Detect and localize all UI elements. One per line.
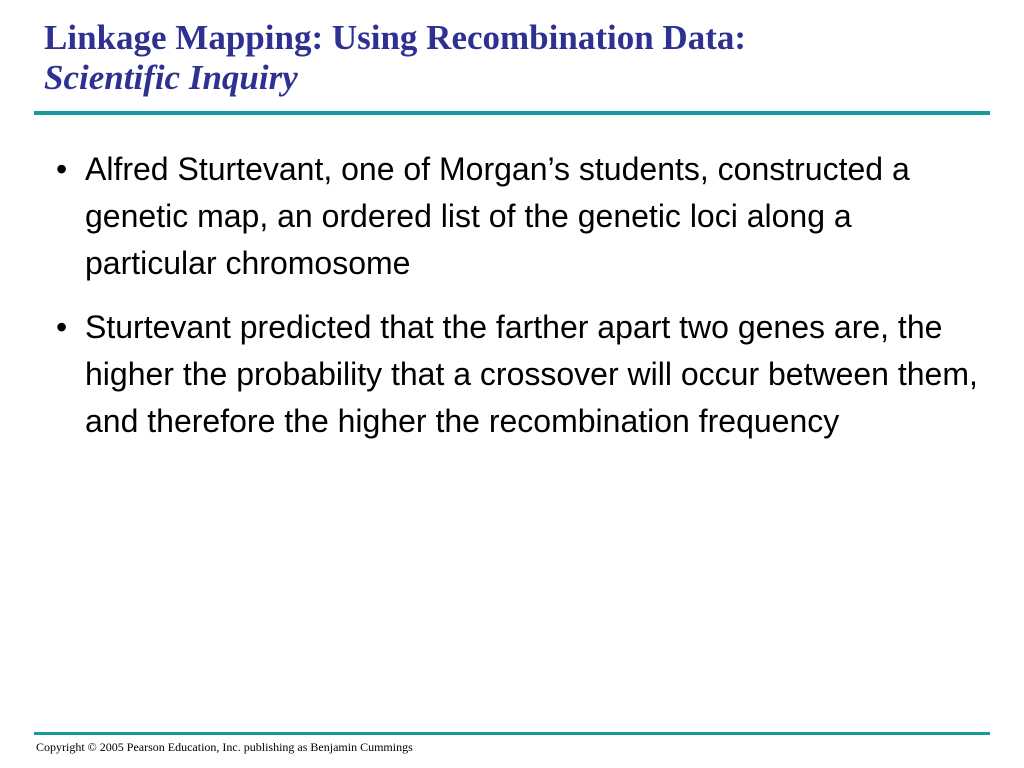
- footer-divider: [34, 732, 990, 735]
- slide-subtitle: Scientific Inquiry: [44, 58, 298, 97]
- bullet-list: [50, 146, 980, 462]
- title-divider: [34, 111, 990, 115]
- bullet-text: Sturtevant predicted that the farther apart two genes are, the higher the probability that a crossover will occur between them, and therefore the higher the recombination frequency: [85, 309, 978, 439]
- bullet-item: [50, 146, 980, 287]
- bullet-dot-icon: •: [56, 309, 68, 345]
- slide-title-main: Linkage Mapping: Using Recombination Data:: [44, 18, 747, 57]
- copyright-footer: Copyright © 2005 Pearson Education, Inc. publishing as Benjamin Cummings: [36, 740, 413, 754]
- bullet-item: [50, 304, 980, 445]
- slide-title: [44, 18, 984, 98]
- bullet-text: Alfred Sturtevant, one of Morgan’s students, constructed a genetic map, an ordered list of the genetic loci along a particular chromosome: [85, 151, 910, 281]
- bullet-dot-icon: •: [56, 151, 68, 187]
